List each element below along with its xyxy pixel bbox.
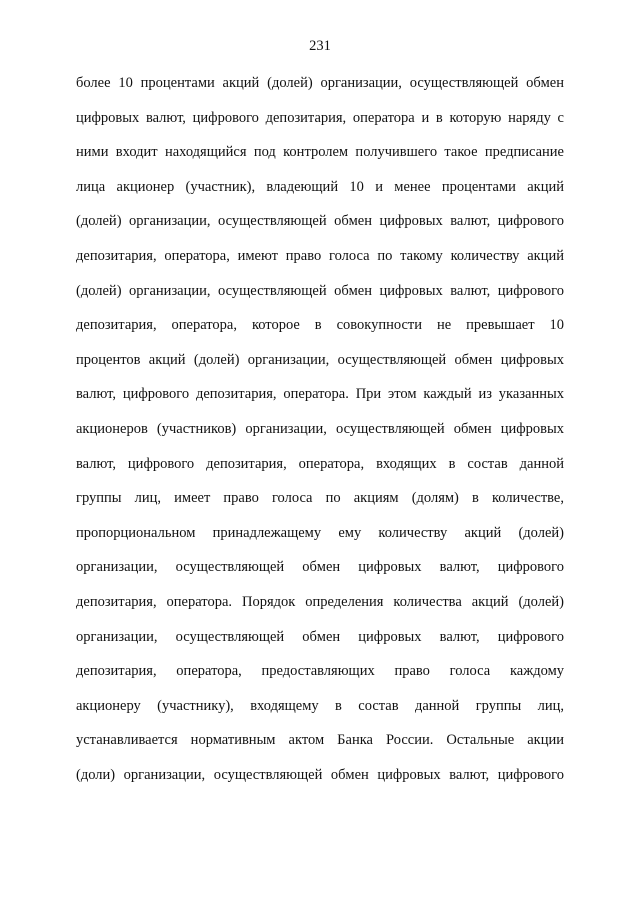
- text-line: пропорциональном принадлежащему ему количеству акций (долей): [76, 524, 564, 541]
- body-text: [76, 74, 564, 800]
- text-line: валют, цифрового депозитария, оператора, входящих в состав данной: [76, 455, 564, 472]
- text-line: цифровых валют, цифрового депозитария, оператора и в которую наряду с: [76, 109, 564, 126]
- text-line: (доли) организации, осуществляющей обмен цифровых валют, цифрового: [76, 766, 564, 783]
- text-line: депозитария, оператора, предоставляющих право голоса каждому: [76, 663, 564, 680]
- text-line: ними входит находящийся под контролем получившего такое предписание: [76, 144, 564, 161]
- text-line: более 10 процентами акций (долей) организации, осуществляющей обмен: [76, 75, 564, 91]
- page-number: 231: [309, 38, 331, 54]
- text-line: группы лиц, имеет право голоса по акциям (долям) в количестве,: [76, 490, 564, 507]
- text-line: лица акционер (участник), владеющий 10 и менее процентами акций: [76, 178, 564, 195]
- text-line: валют, цифрового депозитария, оператора. При этом каждый из указанных: [76, 386, 564, 403]
- text-line: организации, осуществляющей обмен цифровых валют, цифрового: [76, 559, 564, 576]
- text-line: депозитария, оператора, которое в совокупности не превышает 10: [76, 317, 564, 334]
- text-line: организации, осуществляющей обмен цифровых валют, цифрового: [76, 628, 564, 645]
- text-line: (долей) организации, осуществляющей обмен цифровых валют, цифрового: [76, 282, 564, 299]
- text-line: депозитария, оператора, имеют право голоса по такому количеству акций: [76, 247, 564, 264]
- text-line: акционеров (участников) организации, осуществляющей обмен цифровых: [76, 420, 564, 437]
- text-line: устанавливается нормативным актом Банка России. Остальные акции: [76, 732, 564, 749]
- text-line: процентов акций (долей) организации, осуществляющей обмен цифровых: [76, 351, 564, 368]
- text-line: акционеру (участнику), входящему в состав данной группы лиц,: [76, 697, 564, 714]
- text-line: (долей) организации, осуществляющей обмен цифровых валют, цифрового: [76, 213, 564, 230]
- text-line: депозитария, оператора. Порядок определения количества акций (долей): [76, 593, 564, 610]
